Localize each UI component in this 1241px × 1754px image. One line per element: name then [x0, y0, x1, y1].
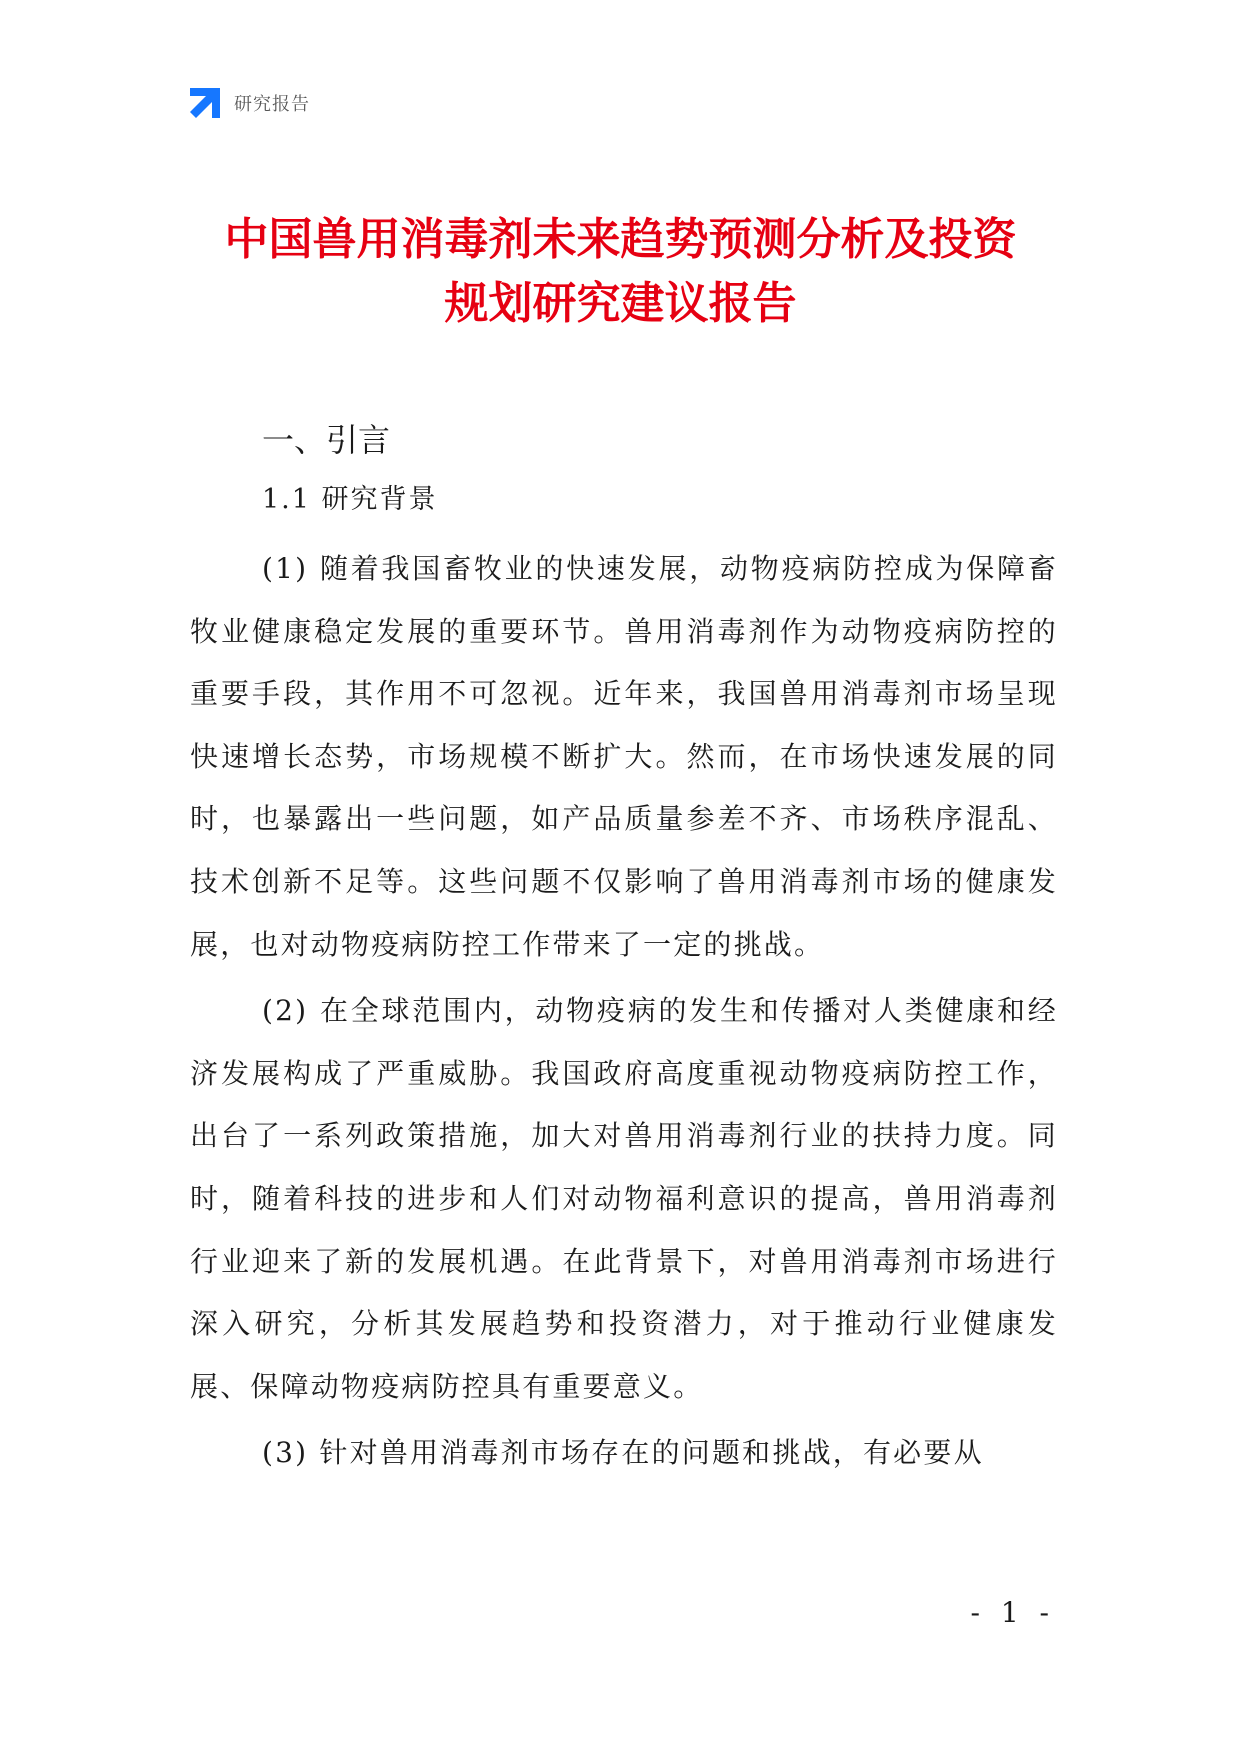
subsection-heading: 1.1 研究背景 [262, 484, 438, 515]
report-body [190, 416, 1058, 1485]
arrow-up-right-icon [188, 86, 222, 120]
title-line-2: 规划研究建议报告 [444, 278, 797, 329]
page-number: - 1 - [970, 1596, 1055, 1629]
report-title [0, 208, 1241, 336]
report-header [188, 86, 310, 120]
title-line-1: 中国兽用消毒剂未来趋势预测分析及投资 [224, 214, 1017, 265]
paragraph-1: (1) 随着我国畜牧业的快速发展，动物疫病防控成为保障畜牧业健康稳定发展的重要环节。兽用消毒剂作为动物疫病防控的重要手段，其作用不可忽视。近年来，我国兽用消毒剂市场呈现快速增长态势，市场规模不断扩大。然而，在市场快速发展的同时，也暴露出一些问题，如产品质量参差不齐、市场秩序混乱、技术创新不足等。这些问题不仅影响了兽用消毒剂市场的健康发展，也对动物疫病防控工作带来了一定的挑战。 [190, 552, 1058, 961]
paragraph-3: (3) 针对兽用消毒剂市场存在的问题和挑战，有必要从 [262, 1436, 984, 1470]
header-label: 研究报告 [234, 94, 310, 115]
section-heading: 一、引言 [262, 421, 391, 459]
paragraph-2: (2) 在全球范围内，动物疫病的发生和传播对人类健康和经济发展构成了严重威胁。我国政府高度重视动物疫病防控工作，出台了一系列政策措施，加大对兽用消毒剂行业的扶持力度。同时，随着科技的进步和人们对动物福利意识的提高，兽用消毒剂行业迎来了新的发展机遇。在此背景下，对兽用消毒剂市场进行深入研究，分析其发展趋势和投资潜力，对于推动行业健康发展、保障动物疫病防控具有重要意义。 [190, 994, 1058, 1403]
